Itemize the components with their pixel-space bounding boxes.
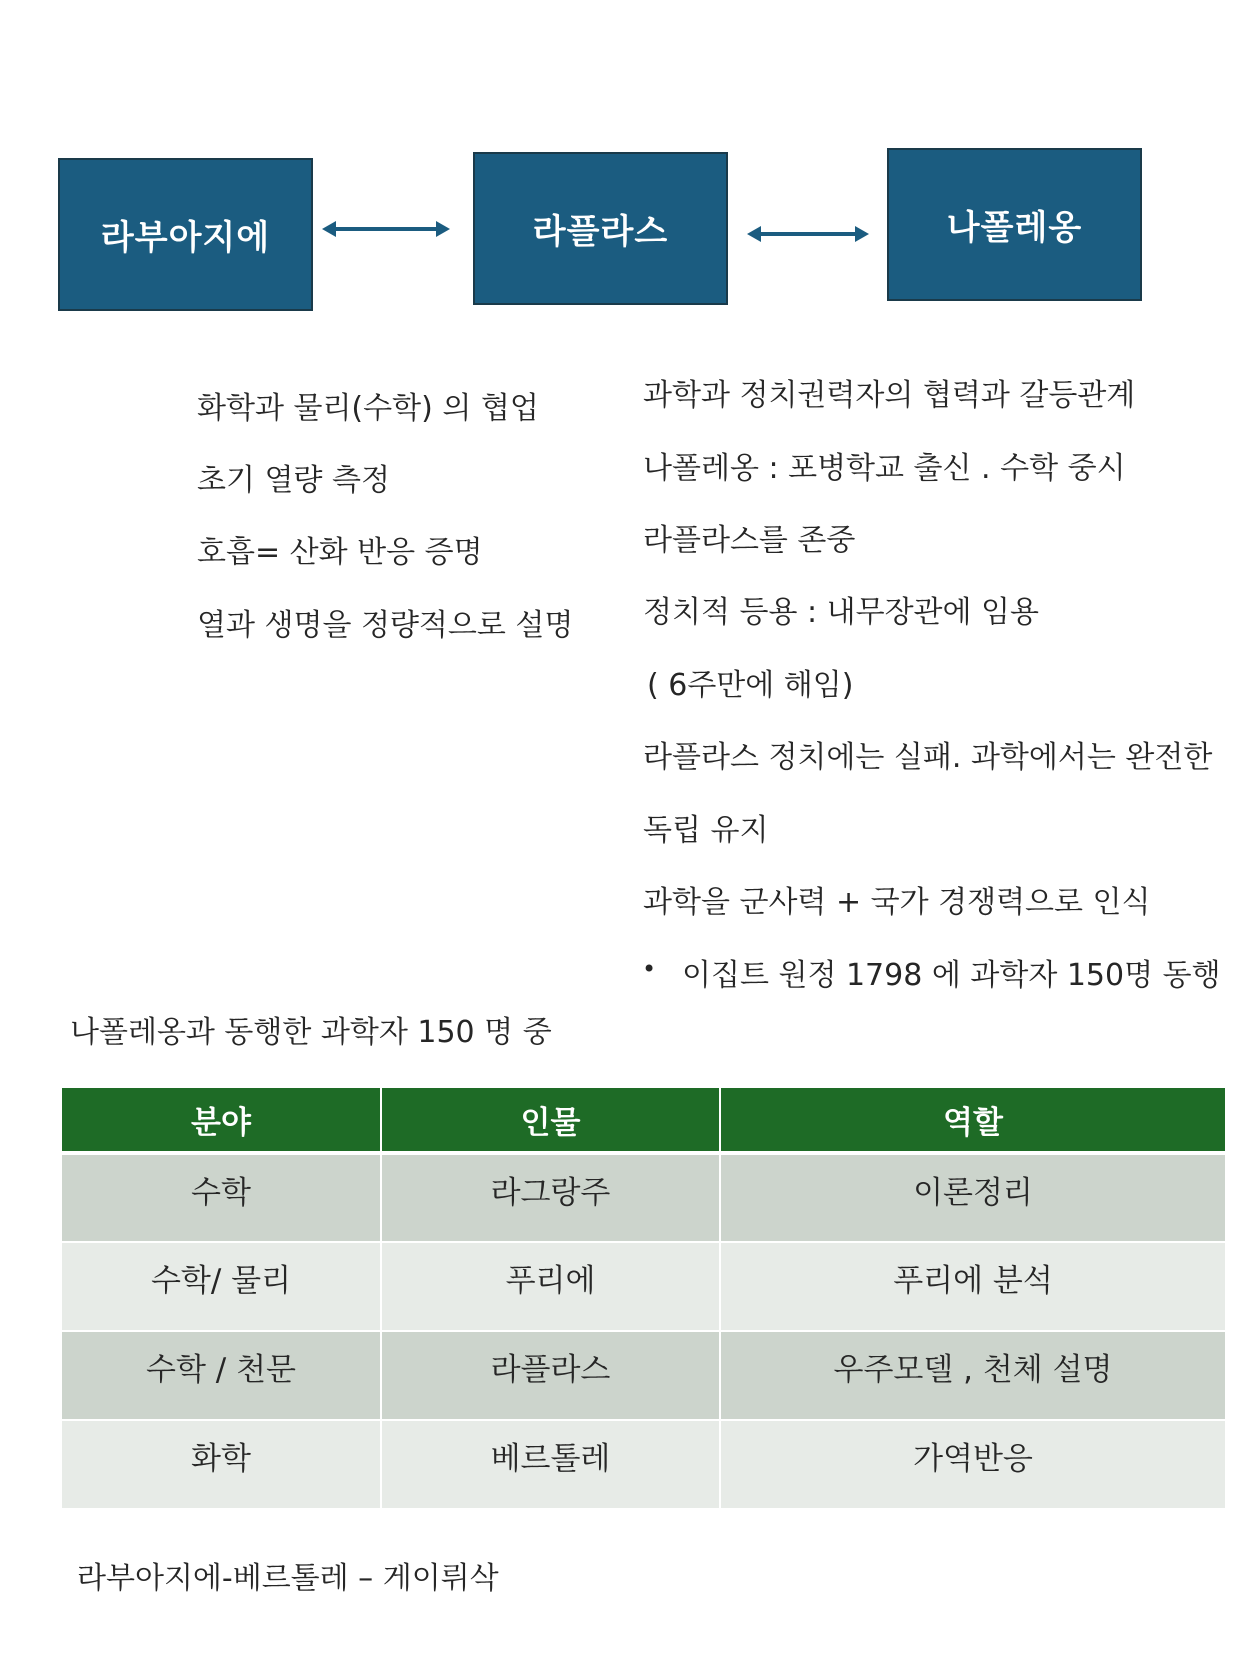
left-note: 화학과 물리(수학) 의 협업 xyxy=(197,391,539,426)
cell-role: 가역반응 xyxy=(720,1420,1225,1509)
laplace-box: 라플라스 xyxy=(473,152,728,305)
right-note: 과학을 군사력 + 국가 경쟁력으로 인식 xyxy=(643,885,1151,920)
right-note: 나폴레옹 : 포병학교 출신 . 수학 중시 xyxy=(643,451,1126,486)
right-note: 라플라스를 존중 xyxy=(643,523,856,558)
table-row xyxy=(62,1153,1225,1242)
right-note: ( 6주만에 해임) xyxy=(647,668,854,703)
cell-role: 우주모델 , 천체 설명 xyxy=(720,1331,1225,1420)
left-note: 초기 열량 측정 xyxy=(197,463,390,498)
lavoisier-box: 라부아지에 xyxy=(58,158,313,311)
cell-person: 푸리에 xyxy=(381,1242,720,1331)
bullet-note: 이집트 원정 1798 에 과학자 150명 동행 xyxy=(682,958,1221,993)
cell-role: 푸리에 분석 xyxy=(720,1242,1225,1331)
cell-field: 화학 xyxy=(62,1420,381,1509)
cell-field: 수학/ 물리 xyxy=(62,1242,381,1331)
header-role: 역할 xyxy=(720,1088,1225,1153)
cell-field: 수학 xyxy=(62,1153,381,1242)
cell-person: 라플라스 xyxy=(381,1331,720,1420)
header-person: 인물 xyxy=(381,1088,720,1153)
table-row xyxy=(62,1420,1225,1509)
table-row xyxy=(62,1242,1225,1331)
right-note: 과학과 정치권력자의 협력과 갈등관계 xyxy=(643,378,1136,413)
right-note: 정치적 등용 : 내무장관에 임용 xyxy=(643,595,1040,630)
footer-note: 라부아지에-베르톨레 – 게이뤼삭 xyxy=(77,1561,499,1596)
header-field: 분야 xyxy=(62,1088,381,1153)
right-note: 라플라스 정치에는 실패. 과학에서는 완전한 xyxy=(643,740,1213,775)
bullet-icon: • xyxy=(642,955,657,983)
left-note: 열과 생명을 정량적으로 설명 xyxy=(197,608,574,643)
cell-person: 베르톨레 xyxy=(381,1420,720,1509)
scientist-table xyxy=(62,1088,1225,1510)
napoleon-box: 나폴레옹 xyxy=(887,148,1142,301)
table-caption: 나폴레옹과 동행한 과학자 150 명 중 xyxy=(70,1015,552,1050)
double-arrow-icon xyxy=(747,219,869,249)
table-row xyxy=(62,1331,1225,1420)
double-arrow-icon xyxy=(322,214,450,244)
left-note: 호흡= 산화 반응 증명 xyxy=(197,535,483,570)
cell-field: 수학 / 천문 xyxy=(62,1331,381,1420)
right-note: 독립 유지 xyxy=(643,813,769,848)
cell-role: 이론정리 xyxy=(720,1153,1225,1242)
cell-person: 라그랑주 xyxy=(381,1153,720,1242)
table-header-row xyxy=(62,1088,1225,1153)
